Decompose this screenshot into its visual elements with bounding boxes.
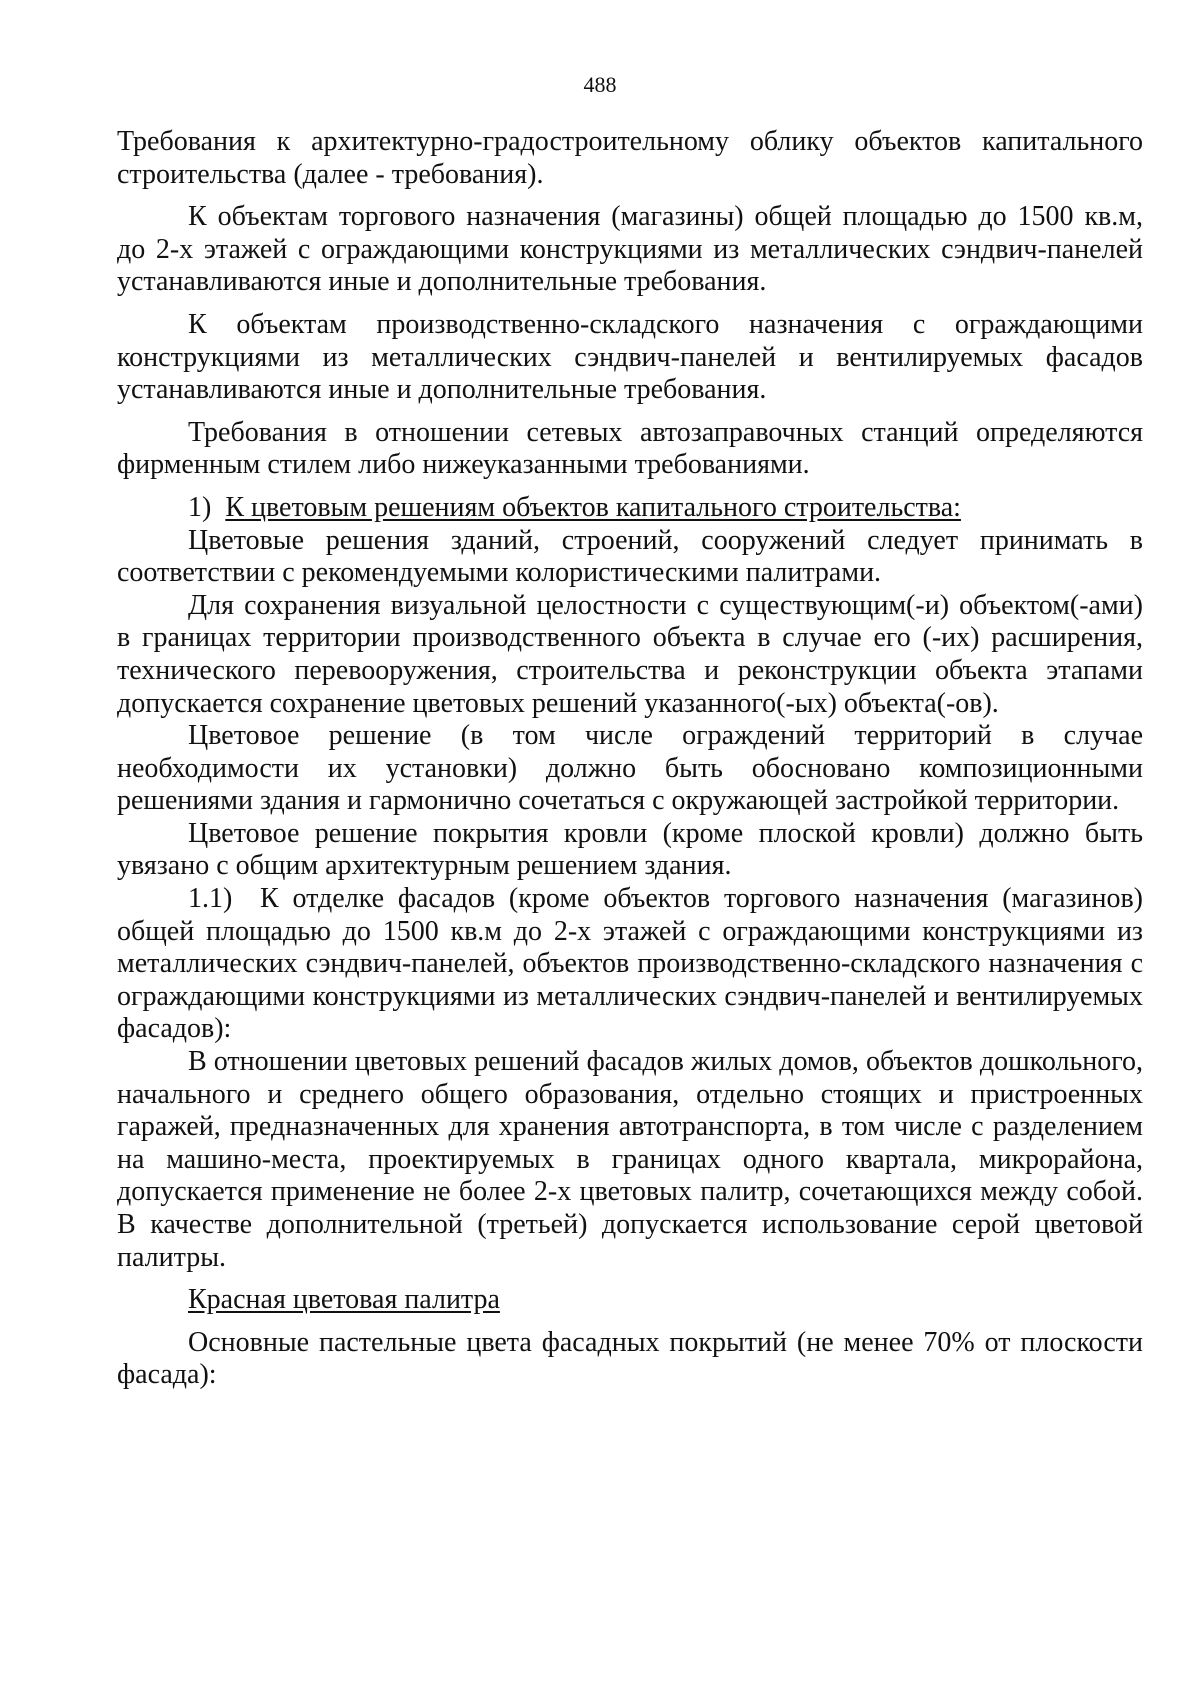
section-title: К цветовым решениям объектов капитального строительства: [225, 491, 961, 523]
palette-heading-text: Красная цветовая палитра [188, 1284, 500, 1316]
page-number: 488 [583, 72, 617, 97]
subsection-facade-finishing [117, 883, 1143, 1046]
paragraph-retail-objects: К объектам торгового назначения (магазины) общей площадью до 1500 кв.м, до 2-х этажей с ограждающими конструкциями из металлических сэндвич-панелей устанавливаются иные и дополнительные требования. [117, 201, 1143, 298]
paragraph-warehouse-objects: К объектам производственно-складского назначения с ограждающими конструкциями из металлических сэндвич-панелей и вентилируемых фасадов устанавливаются иные и дополнительные требования. [117, 308, 1143, 406]
paragraph-roof-color: Цветовое решение покрытия кровли (кроме плоской кровли) должно быть увязано с общим архитектурным решением здания. [117, 817, 1143, 882]
paragraph-pastel-colors: Основные пастельные цвета фасадных покрытий (не менее 70% от плоскости фасада): [117, 1326, 1143, 1391]
section-number: 1) [188, 491, 212, 523]
paragraph-color-justification: Цветовое решение (в том числе ограждений территорий в случае необходимости их установки) должно быть обосновано композиционными решениями здания и гармонично сочетаться с окружающей застройкой территории. [117, 720, 1143, 817]
paragraph-color-palettes: Цветовые решения зданий, строений, сооружений следует принимать в соответствии с рекомендуемыми колористическими палитрами. [117, 524, 1143, 589]
paragraph-visual-integrity: Для сохранения визуальной целостности с существующим(-и) объектом(-ами) в границах территории производственного объекта в случае его (-их) расширения, технического перевооружения, строительства и реконструкции объекта этапами допускается сохранение цветовых решений указанного(-ых) объекта(-ов). [117, 589, 1143, 719]
palette-heading-red [117, 1284, 1143, 1317]
subsection-number: 1.1) [188, 883, 233, 915]
subsection-text: К отделке фасадов (кроме объектов торгового назначения (магазинов) общей площадью до 1500 кв.м до 2-х этажей с ограждающими конструкциями из металлических сэндвич-панелей, объектов производственно-складского назначения с ограждающими конструкциями из металлических сэндвич-панелей и вентилируемых фасадов): [117, 883, 1143, 1045]
document-body [117, 126, 1143, 1392]
paragraph-requirements-title: Требования к архитектурно-градостроительному облику объектов капитального строительства (далее - требования). [117, 126, 1143, 190]
paragraph-residential-palettes: В отношении цветовых решений фасадов жилых домов, объектов дошкольного, начального и среднего общего образования, отдельно стоящих и пристроенных гаражей, предназначенных для хранения автотранспорта, в том числе с разделением на машино-места, проектируемых в границах одного квартала, микрорайона, допускается применение не более 2-х цветовых палитр, сочетающихся между собой. В качестве дополнительной (третьей) допускается использование серой цветовой палитры. [117, 1046, 1143, 1273]
section-heading-color-solutions [117, 492, 1143, 525]
paragraph-gas-stations: Требования в отношении сетевых автозаправочных станций определяются фирменным стилем либо нижеуказанными требованиями. [117, 416, 1143, 481]
